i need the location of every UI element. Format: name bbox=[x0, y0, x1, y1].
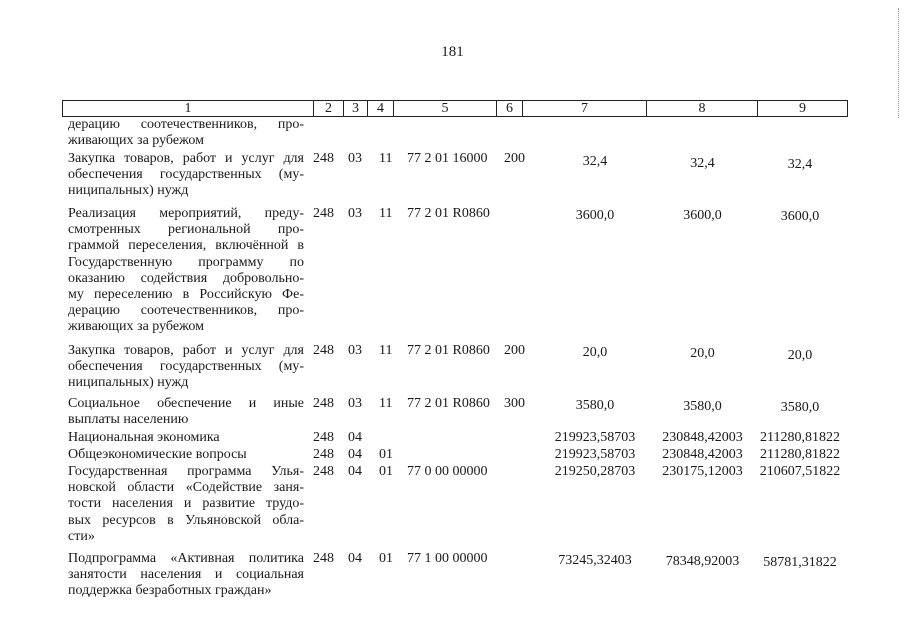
row-name bbox=[68, 464, 304, 545]
row-name bbox=[68, 551, 304, 600]
row-name-line: вых ресурсов в Ульяновской обла- bbox=[68, 512, 304, 528]
cell-target-article: 77 2 01 R0860 bbox=[407, 396, 490, 411]
row-name-line: Подпрограмма «Активная политика bbox=[68, 551, 304, 566]
cell-amount-7: 219923,58703 bbox=[554, 447, 636, 462]
cell-target-article: 77 1 00 00000 bbox=[407, 551, 488, 566]
row-name-line: Закупка товаров, работ и услуг для bbox=[68, 151, 304, 166]
cell-ministry-code: 248 bbox=[313, 396, 334, 411]
cell-subsection-code: 11 bbox=[379, 151, 393, 166]
row-name-line: смотренных региональной про- bbox=[68, 222, 304, 238]
cell-amount-8: 230175,12003 bbox=[662, 464, 743, 479]
row-name-line: Закупка товаров, работ и услуг для bbox=[68, 343, 304, 358]
cell-section-code: 04 bbox=[348, 464, 362, 479]
cell-amount-7: 32,4 bbox=[582, 154, 608, 169]
cell-amount-9: 58781,31822 bbox=[763, 555, 837, 570]
cell-amount-8: 3600,0 bbox=[683, 208, 722, 223]
cell-section-code: 04 bbox=[348, 551, 362, 566]
cell-expense-type: 200 bbox=[504, 151, 525, 166]
cell-target-article: 77 2 01 R0860 bbox=[407, 343, 490, 358]
row-name bbox=[68, 430, 304, 446]
cell-amount-9: 20,0 bbox=[787, 348, 813, 363]
row-name bbox=[68, 396, 304, 428]
cell-amount-7: 20,0 bbox=[582, 345, 608, 360]
row-name-line: оказанию содействия добровольно- bbox=[68, 270, 304, 286]
cell-amount-8: 3580,0 bbox=[683, 399, 722, 414]
cell-ministry-code: 248 bbox=[313, 551, 334, 566]
cell-expense-type: 200 bbox=[504, 343, 525, 358]
row-name bbox=[68, 447, 304, 463]
cell-subsection-code: 01 bbox=[379, 464, 393, 479]
cell-section-code: 04 bbox=[348, 430, 362, 445]
row-name-line: Государственная программа Улья- bbox=[68, 464, 304, 479]
cell-amount-9: 211280,81822 bbox=[760, 430, 840, 445]
cell-amount-9: 211280,81822 bbox=[760, 447, 840, 462]
row-name-line: поддержка безработных граждан» bbox=[68, 583, 272, 599]
cell-target-article: 77 2 01 16000 bbox=[407, 151, 488, 166]
row-name-line: обеспечения государственных (му- bbox=[68, 359, 304, 375]
header-col-4: 4 bbox=[368, 101, 394, 116]
cell-target-article: 77 2 01 R0860 bbox=[407, 206, 490, 221]
header-col-2: 2 bbox=[314, 101, 344, 116]
cell-amount-8: 230848,42003 bbox=[662, 447, 743, 462]
cell-amount-8: 20,0 bbox=[690, 346, 715, 361]
cell-amount-9: 32,4 bbox=[787, 157, 813, 172]
cell-subsection-code: 11 bbox=[379, 396, 393, 411]
header-col-6: 6 bbox=[497, 101, 523, 116]
cell-ministry-code: 248 bbox=[313, 464, 334, 479]
row-name-line: граммой переселения, включённой в bbox=[68, 238, 304, 254]
row-name-line: сти» bbox=[68, 528, 95, 544]
cell-amount-9: 3580,0 bbox=[780, 400, 820, 415]
cell-target-article: 77 0 00 00000 bbox=[407, 464, 488, 479]
cell-amount-8: 230848,42003 bbox=[662, 430, 743, 445]
row-name-line: Государственную программу по bbox=[68, 254, 304, 270]
cell-section-code: 03 bbox=[348, 343, 362, 358]
cell-section-code: 03 bbox=[348, 151, 362, 166]
row-name-line: дерацию соотечественников, про- bbox=[68, 303, 304, 319]
header-col-3: 3 bbox=[344, 101, 368, 116]
cell-ministry-code: 248 bbox=[313, 206, 334, 221]
header-col-8: 8 bbox=[647, 101, 758, 116]
header-col-7: 7 bbox=[523, 101, 647, 116]
header-col-1: 1 bbox=[63, 101, 314, 116]
row-name-line: Национальная экономика bbox=[68, 430, 220, 445]
cell-ministry-code: 248 bbox=[313, 151, 334, 166]
row-name-line: новской области «Содействие заня- bbox=[68, 480, 304, 496]
row-name-line: ниципальных) нужд bbox=[68, 183, 189, 199]
row-name-line: обеспечения государственных (му- bbox=[68, 167, 304, 183]
cell-section-code: 03 bbox=[348, 396, 362, 411]
cell-amount-9: 3600,0 bbox=[780, 209, 820, 224]
row-name-line: тости населения и развитие трудо- bbox=[68, 496, 304, 512]
cell-amount-7: 3580,0 bbox=[575, 398, 615, 413]
row-name-line: ниципальных) нужд bbox=[68, 375, 189, 391]
cell-subsection-code: 11 bbox=[379, 206, 393, 221]
cell-expense-type: 300 bbox=[504, 396, 525, 411]
cell-subsection-code: 11 bbox=[379, 343, 393, 358]
scan-edge-mark bbox=[884, 8, 899, 118]
row-name-line: Общеэкономические вопросы bbox=[68, 447, 247, 462]
cell-subsection-code: 01 bbox=[379, 447, 393, 462]
row-name-line: му переселению в Российскую Фе- bbox=[68, 287, 304, 303]
cell-ministry-code: 248 bbox=[313, 343, 334, 358]
cell-section-code: 03 bbox=[348, 206, 362, 221]
row-name-line: Реализация мероприятий, преду- bbox=[68, 206, 304, 221]
row-name-line: занятости населения и социальная bbox=[68, 567, 304, 583]
row-name-line: дерацию соотечественников, про- bbox=[68, 117, 304, 132]
row-name-line: живающих за рубежом bbox=[68, 319, 204, 335]
cell-ministry-code: 248 bbox=[313, 447, 334, 462]
row-name bbox=[68, 343, 304, 392]
cell-subsection-code: 01 bbox=[379, 551, 393, 566]
row-name-line: выплаты населению bbox=[68, 412, 189, 428]
row-name bbox=[68, 117, 304, 149]
cell-amount-8: 78348,92003 bbox=[665, 554, 740, 569]
row-name bbox=[68, 151, 304, 200]
row-name-line: Социальное обеспечение и иные bbox=[68, 396, 304, 411]
cell-amount-7: 219923,58703 bbox=[554, 430, 636, 445]
page-number: 181 bbox=[441, 44, 464, 60]
cell-amount-7: 73245,32403 bbox=[558, 553, 632, 568]
cell-ministry-code: 248 bbox=[313, 430, 334, 445]
header-col-9: 9 bbox=[799, 101, 806, 116]
header-col-5: 5 bbox=[394, 101, 497, 116]
cell-amount-9: 210607,51822 bbox=[759, 464, 841, 479]
cell-amount-7: 3600,0 bbox=[575, 208, 615, 223]
cell-amount-7: 219250,28703 bbox=[554, 464, 636, 479]
row-name-line: живающих за рубежом bbox=[68, 133, 204, 149]
row-name bbox=[68, 206, 304, 336]
cell-section-code: 04 bbox=[348, 447, 362, 462]
cell-amount-8: 32,4 bbox=[690, 156, 715, 171]
